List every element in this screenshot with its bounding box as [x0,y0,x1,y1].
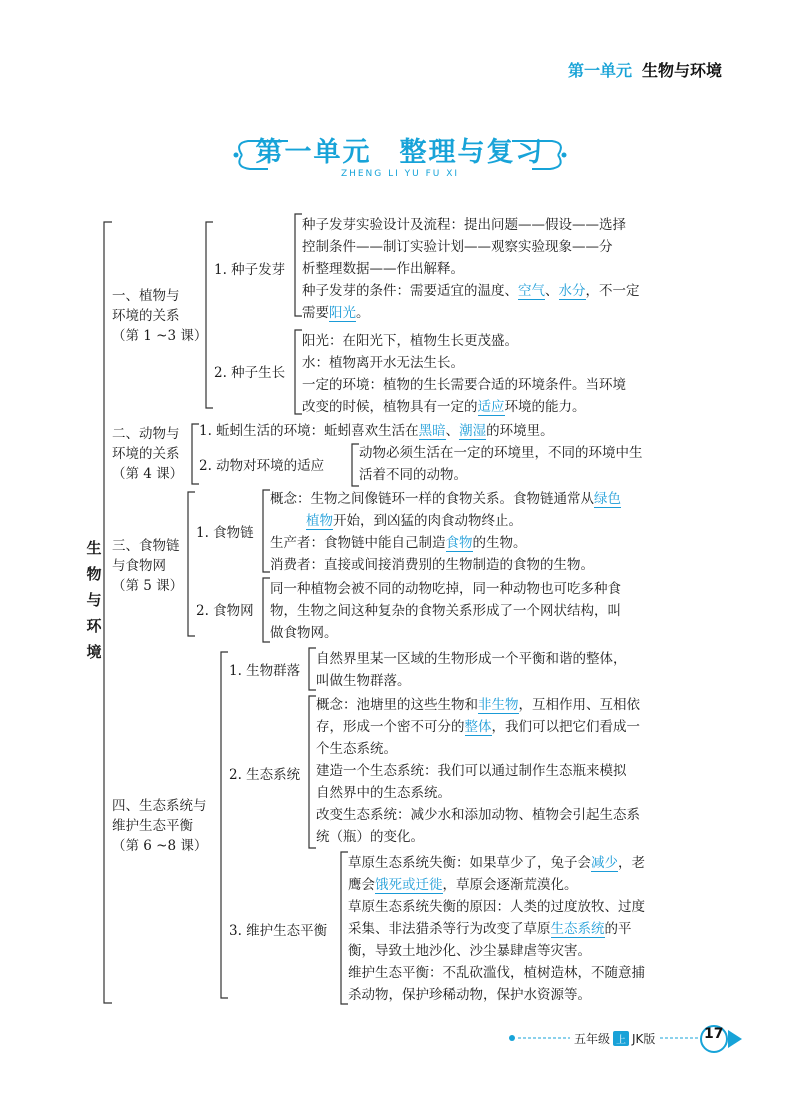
category-line: 环境的关系 [112,308,180,324]
category-line: 环境的关系 [112,446,180,462]
header-topic: 生物与环境 [641,61,722,80]
content-line: 草原生态系统失衡：如果草少了，兔子会减少，老 [348,855,645,871]
content-line: 建造一个生态系统：我们可以通过制作生态瓶来模拟 [316,763,627,779]
content-line: 水：植物离开水无法生长。 [302,355,464,371]
root-char: 与 [86,591,102,609]
content-line: 采集、非法猎杀等行为改变了草原生态系统的平 [348,921,632,937]
footer-grade [574,1030,655,1047]
category-line: 四、生态系统与 [112,798,207,814]
s4-sub1-content [316,648,627,692]
content-line: 活着不同的动物。 [359,467,467,483]
content-line: 概念：生物之间像链环一样的食物关系。食物链通常从绿色 [270,491,621,507]
category-line: 维护生态平衡 [112,818,193,834]
s2-sub1-line: 1. 蚯蚓生活的环境：蚯蚓喜欢生活在黑暗、潮湿的环境里。 [199,423,554,439]
s3-sub2-label: 2. 食物网 [196,603,254,619]
grade-label: 五年级 [574,1032,611,1046]
content-line: 改变的时候，植物具有一定的适应环境的能力。 [302,399,586,415]
keyword: 适应 [477,399,505,415]
content-line: 阳光：在阳光下，植物生长更茂盛。 [302,333,518,349]
title-pinyin: ZHENG LI YU FU XI [340,169,460,179]
keyword: 饿死或迁徙 [375,877,443,893]
root-topic [84,535,104,665]
s1-sub1-label: 1. 种子发芽 [214,262,286,278]
keyword: 食物 [445,535,473,551]
category-line: （第 4 课） [112,466,184,482]
content-line: 个生态系统。 [316,741,397,757]
keyword: 黑暗 [418,423,446,439]
footer-decoration [0,1025,800,1055]
s2-sub2-content [359,442,643,486]
term-badge: 上 [613,1031,629,1046]
section1-category [112,286,207,346]
s1-sub1-content [302,214,640,324]
keyword: 绿色 [594,491,621,507]
content-line: 种子发芽的条件：需要适宜的温度、空气、水分，不一定 [302,283,640,299]
title-part2: 整理与复习 [399,137,545,168]
category-line: 三、食物链 [112,538,180,554]
section2-category [112,424,183,484]
section4-category [112,796,207,856]
content-line: 需要阳光。 [302,305,370,321]
category-line: （第 6 ~8 课） [112,838,208,854]
keyword: 非生物 [478,697,519,713]
content-line: 一定的环境：植物的生长需要合适的环境条件。当环境 [302,377,626,393]
header-unit: 第一单元 [567,61,632,80]
content-line: 草原生态系统失衡的原因：人类的过度放牧、过度 [348,899,645,915]
category-line: （第 5 课） [112,578,184,594]
section3-category [112,536,183,596]
keyword: 整体 [464,719,492,735]
keyword: 减少 [591,855,618,871]
content-line: 存，形成一个密不可分的整体，我们可以把它们看成一 [316,719,640,735]
s4-sub3-label: 3. 维护生态平衡 [229,923,328,939]
s2-sub2-label: 2. 动物对环境的适应 [199,458,325,474]
keyword: 潮湿 [459,423,487,439]
content-line: 概念：池塘里的这些生物和非生物，互相作用、互相依 [316,697,640,713]
keyword: 空气 [518,283,545,299]
content-line: 消费者：直接或间接消费别的生物制造的食物的生物。 [270,557,594,573]
content-line: 同一种植物会被不同的动物吃掉，同一种动物也可吃多种食 [270,581,621,597]
content-line: 维护生态平衡：不乱砍滥伐，植树造林，不随意捕 [348,965,645,981]
content-line: 种子发芽实验设计及流程：提出问题——假设——选择 [302,217,626,233]
root-char: 境 [86,643,102,661]
keyword: 生态系统 [550,921,605,937]
edition-label: JK版 [632,1032,656,1046]
category-line: 与食物网 [112,558,166,574]
content-line: 统（瓶）的变化。 [316,829,424,845]
content-line: 衡，导致土地沙化、沙尘暴肆虐等灾害。 [348,943,591,959]
root-char: 物 [86,565,102,583]
title-part1: 第一单元 [255,137,372,168]
page-number: 17 [704,1026,724,1042]
content-line: 自然界里某一区域的生物形成一个平衡和谐的整体， [316,651,627,667]
s4-sub3-content [348,852,645,1006]
s1-sub2-content [302,330,626,418]
content-line: 控制条件——制订实验计划——观察实验现象——分 [302,239,613,255]
content-line: 析整理数据——作出解释。 [302,261,464,277]
root-char: 生 [86,539,102,557]
s3-sub2-content [270,578,621,644]
keyword: 水分 [558,283,586,299]
content-line: 植物开始，到凶猛的肉食动物终止。 [306,513,522,529]
content-line: 叫做生物群落。 [316,673,411,689]
category-line: （第 1 ~3 课） [112,328,208,344]
category-line: 一、植物与 [112,288,180,304]
s4-sub2-content [316,694,640,848]
s3-sub1-label: 1. 食物链 [196,525,254,541]
content-line: 自然界中的生态系统。 [316,785,451,801]
s3-sub1-content [270,488,621,576]
content-line: 动物必须生活在一定的环境里，不同的环境中生 [359,445,643,461]
s4-sub1-label: 1. 生物群落 [229,663,301,679]
content-line: 杀动物，保护珍稀动物，保护水资源等。 [348,987,591,1003]
keyword: 阳光 [329,305,356,321]
content-line: 生产者：食物链中能自己制造食物的生物。 [270,535,527,551]
content-line: 改变生态系统：减少水和添加动物、植物会引起生态系 [316,807,640,823]
content-line: 鹰会饿死或迁徙，草原会逐渐荒漠化。 [348,877,578,893]
category-line: 二、动物与 [112,426,180,442]
s4-sub2-label: 2. 生态系统 [229,767,301,783]
s1-sub2-label: 2. 种子生长 [214,365,286,381]
content-line: 做食物网。 [270,625,338,641]
content-line: 物，生物之间这种复杂的食物关系形成了一个网状结构，叫 [270,603,621,619]
root-char: 环 [86,617,102,635]
s2-sub1-label: 1. 蚯蚓生活的环境： [199,423,325,439]
keyword: 植物 [306,513,333,529]
